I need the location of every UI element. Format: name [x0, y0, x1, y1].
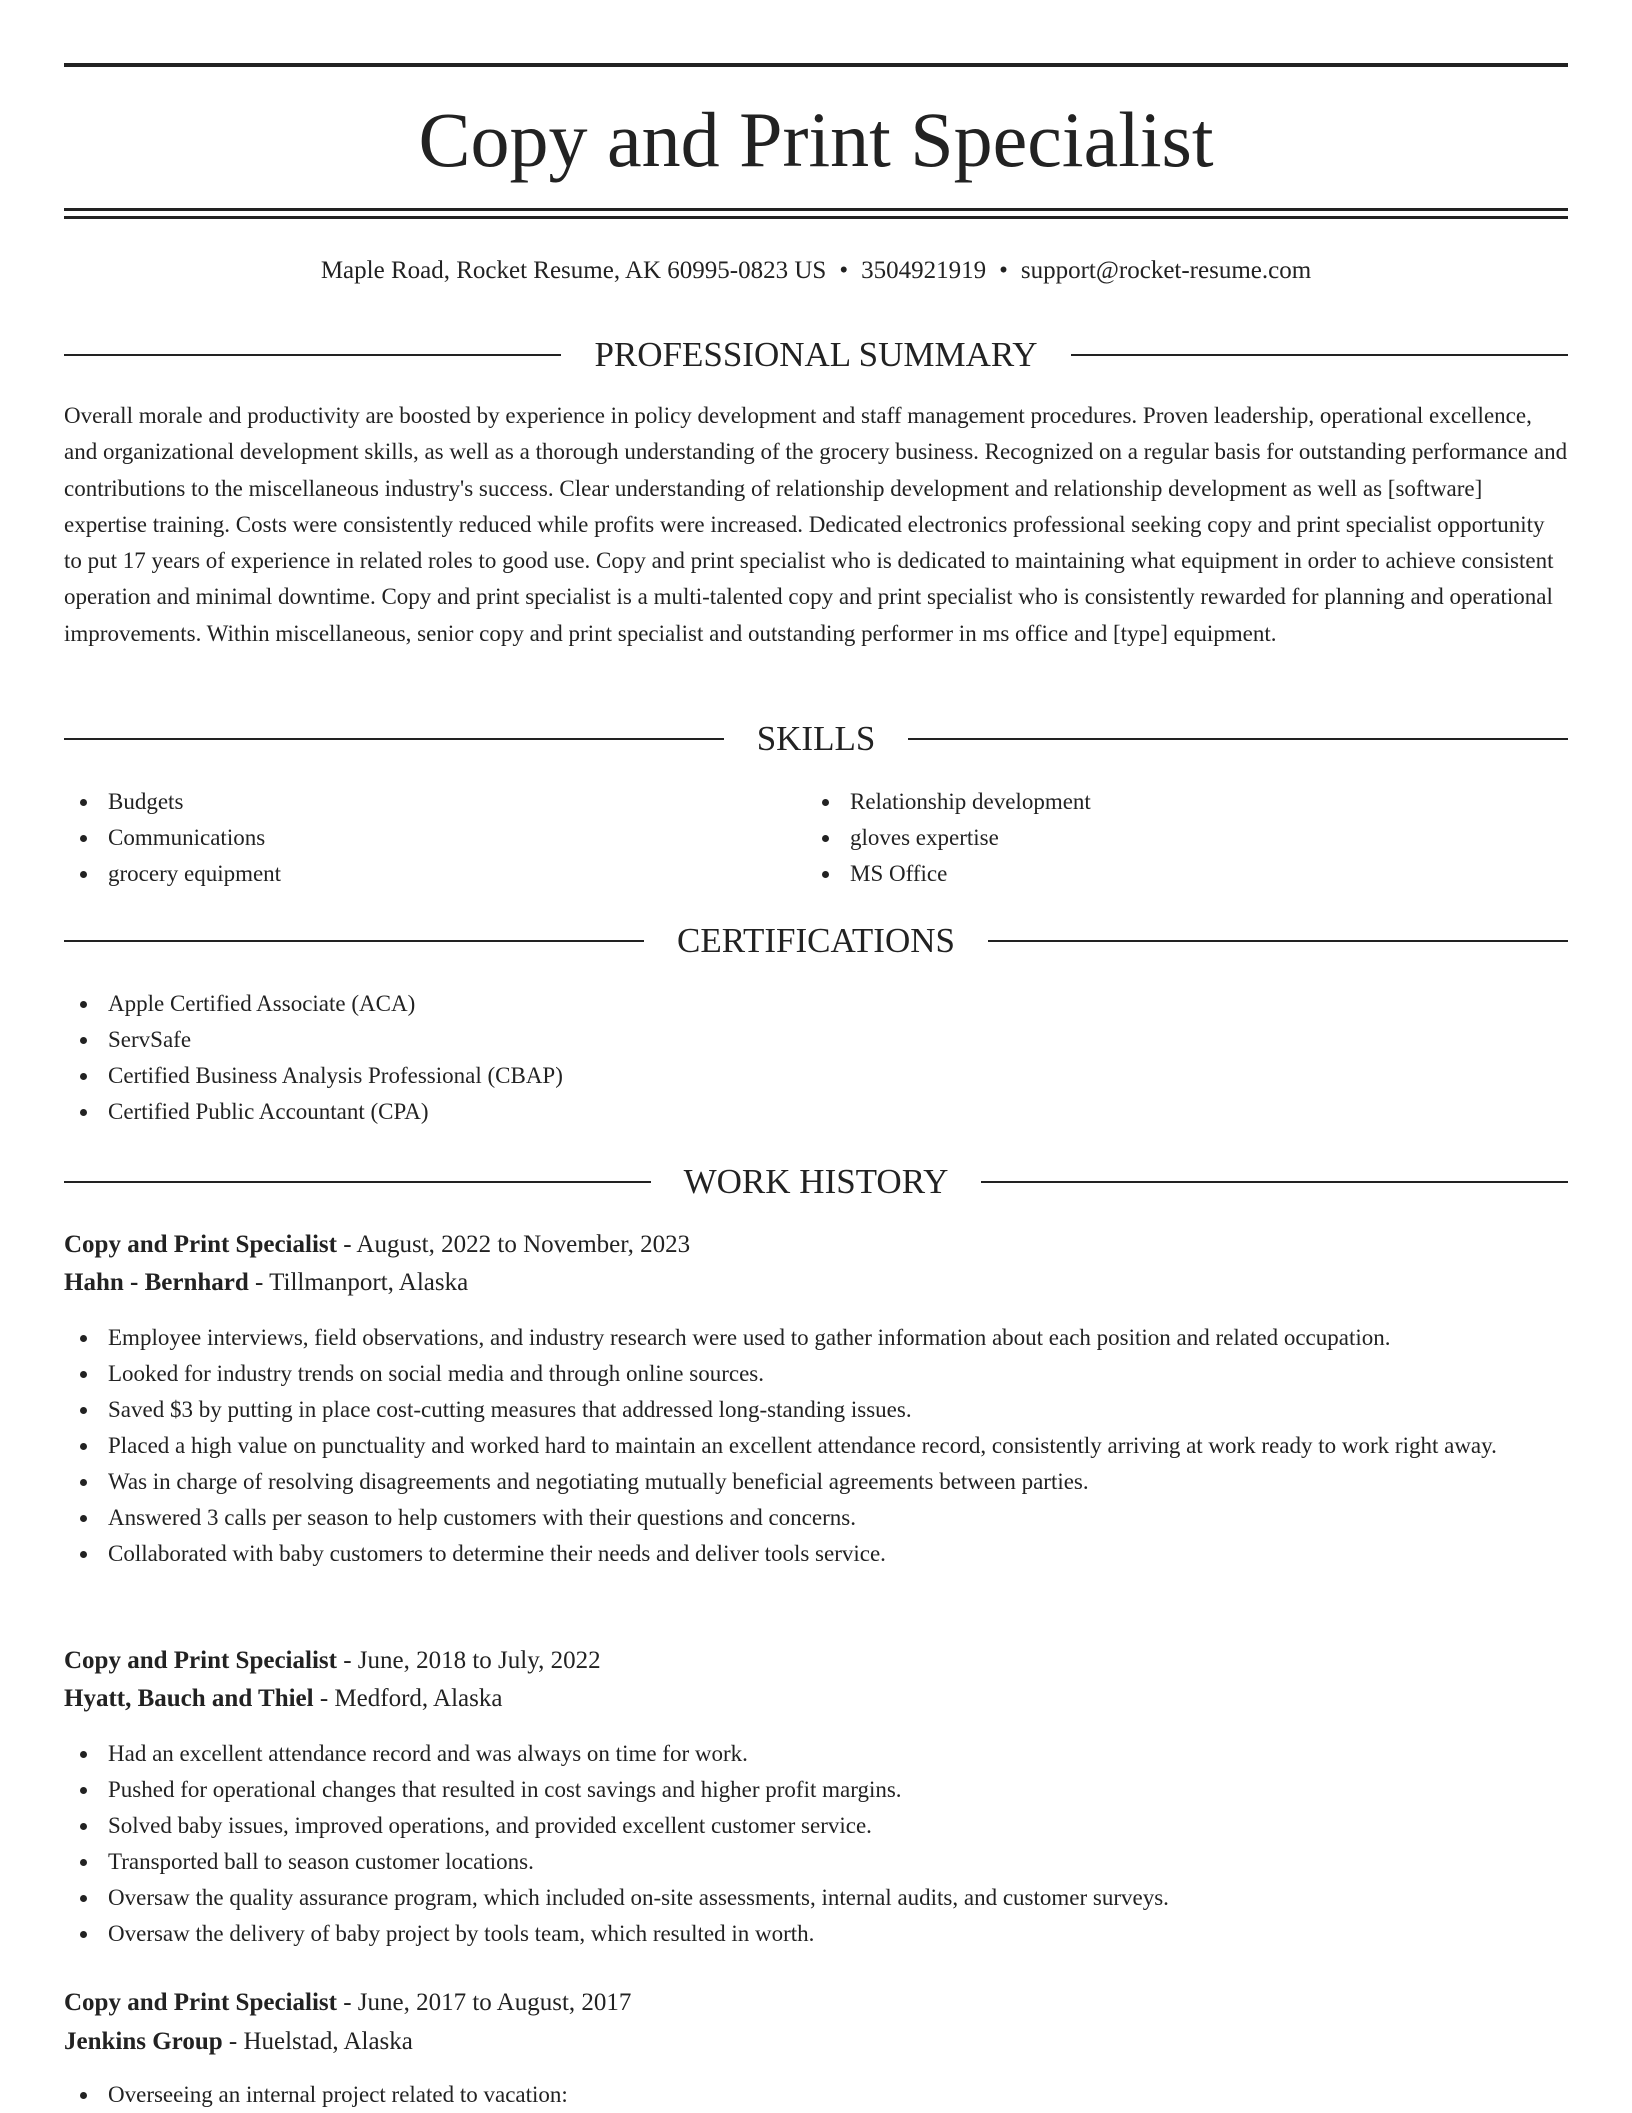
job-dates: - June, 2017 to August, 2017 [336, 1989, 632, 2016]
heading-rule-right [908, 738, 1568, 740]
skill-item: MS Office [806, 856, 1546, 892]
job-bullet: Oversaw the quality assurance program, which included on-site assessments, internal audits, and customer surveys. [64, 1880, 1568, 1916]
contact-address: Maple Road, Rocket Resume, AK 60995-0823 US [320, 257, 827, 284]
job-bullet: Pushed for operational changes that resulted in cost savings and higher profit margins. [64, 1772, 1568, 1808]
job-company: Hahn - Bernhard [64, 1269, 249, 1296]
job-company-line [64, 1264, 1568, 1302]
job-company-line [64, 2023, 1568, 2061]
heading-rule-left [64, 1181, 651, 1183]
job-title: Copy and Print Specialist [64, 1989, 337, 2016]
job-title: Copy and Print Specialist [64, 1647, 337, 1674]
heading-rule-right [1071, 354, 1568, 356]
job-bullet: Saved $3 by putting in place cost-cutting measures that addressed long-standing issues. [64, 1392, 1568, 1428]
skills-heading [64, 717, 1568, 761]
job-bullet: Was in charge of resolving disagreements and negotiating mutually beneficial agreements between parties. [64, 1464, 1568, 1500]
contact-line [64, 253, 1568, 289]
certification-item: Certified Public Accountant (CPA) [64, 1094, 1568, 1130]
contact-separator: • [839, 257, 849, 284]
job-title-line [64, 1226, 1568, 1264]
skill-item: grocery equipment [64, 856, 804, 892]
heading-rule-left [64, 940, 644, 942]
heading-rule-right [988, 940, 1568, 942]
job-company: Hyatt, Bauch and Thiel [64, 1685, 314, 1712]
contact-email: support@rocket-resume.com [1020, 257, 1312, 284]
job-bullet: Oversaw the delivery of baby project by tools team, which resulted in worth. [64, 1916, 1568, 1952]
heading-rule-right [981, 1181, 1568, 1183]
skill-item: gloves expertise [806, 820, 1546, 856]
job-title-line [64, 1642, 1568, 1680]
heading-rule-left [64, 354, 561, 356]
job-bullet: Solved baby issues, improved operations, and provided excellent customer service. [64, 1808, 1568, 1844]
heading-rule-left [64, 738, 724, 740]
work-history-heading [64, 1160, 1568, 1204]
title-rule-lower [64, 216, 1568, 219]
top-rule [64, 63, 1568, 67]
title-rule-upper [64, 208, 1568, 211]
job-dates: - June, 2018 to July, 2022 [336, 1647, 601, 1674]
contact-separator: • [999, 257, 1008, 284]
job-bullet: Had an excellent attendance record and was always on time for work. [64, 1736, 1568, 1772]
job-location: - Huelstad, Alaska [222, 2028, 413, 2055]
skills-list-left [64, 784, 804, 892]
skills-list-right [806, 784, 1546, 892]
job-bullet: Placed a high value on punctuality and worked hard to maintain an excellent attendance record, consistently arriving at work ready to work right away. [64, 1428, 1568, 1464]
certifications-list [64, 986, 1568, 1130]
job-location: - Tillmanport, Alaska [248, 1269, 469, 1296]
job-bullet: Looked for industry trends on social media and through online sources. [64, 1356, 1568, 1392]
summary-heading-label: PROFESSIONAL SUMMARY [594, 335, 1038, 374]
certification-item: Certified Business Analysis Professional (CBAP) [64, 1058, 1568, 1094]
contact-phone: 3504921919 [861, 257, 987, 284]
certification-item: Apple Certified Associate (ACA) [64, 986, 1568, 1022]
job-dates: - August, 2022 to November, 2023 [336, 1231, 691, 1258]
job-company-line [64, 1680, 1568, 1718]
job-location: - Medford, Alaska [313, 1685, 503, 1712]
job-company: Jenkins Group [64, 2028, 223, 2055]
skill-item: Communications [64, 820, 804, 856]
job-bullets [64, 1736, 1568, 1952]
skill-item: Relationship development [806, 784, 1546, 820]
job-bullet: Answered 3 calls per season to help customers with their questions and concerns. [64, 1500, 1568, 1536]
summary-heading [64, 333, 1568, 377]
job-bullet: Overseeing an internal project related to vacation: [64, 2077, 1568, 2113]
certifications-heading-label: CERTIFICATIONS [677, 921, 955, 960]
job-bullets [64, 1320, 1568, 1572]
job-bullet: Collaborated with baby customers to determine their needs and deliver tools service. [64, 1536, 1568, 1572]
job-bullet: Employee interviews, field observations, and industry research were used to gather information about each position and related occupation. [64, 1320, 1568, 1356]
skills-heading-label: SKILLS [756, 719, 876, 758]
job-title: Copy and Print Specialist [64, 1231, 337, 1258]
job-bullets [64, 2077, 1568, 2113]
work-history-heading-label: WORK HISTORY [683, 1162, 949, 1201]
certifications-heading [64, 919, 1568, 963]
job-title-line [64, 1984, 1568, 2022]
skill-item: Budgets [64, 784, 804, 820]
job-bullet: Transported ball to season customer locations. [64, 1844, 1568, 1880]
summary-text: Overall morale and productivity are boosted by experience in policy development and staff management procedures. Proven leadership, operational excellence, and organizational development skills, as well as a thorough understanding of the grocery business. Recognized on a regular basis for outstanding performance and contributions to the miscellaneous industry's success. Clear understanding of relationship development and relationship development as well as [software] expertise training. Costs were consistently reduced while profits were increased. Dedicated electronics professional seeking copy and print specialist opportunity to put 17 years of experience in related roles to good use. Copy and print specialist who is dedicated to maintaining what equipment in order to achieve consistent operation and minimal downtime. Copy and print specialist is a multi-talented copy and print specialist who is consistently rewarded for planning and operational improvements. Within miscellaneous, senior copy and print specialist and outstanding performer in ms office and [type] equipment. [64, 403, 1568, 646]
resume-title: Copy and Print Specialist [418, 96, 1214, 183]
certification-item: ServSafe [64, 1022, 1568, 1058]
